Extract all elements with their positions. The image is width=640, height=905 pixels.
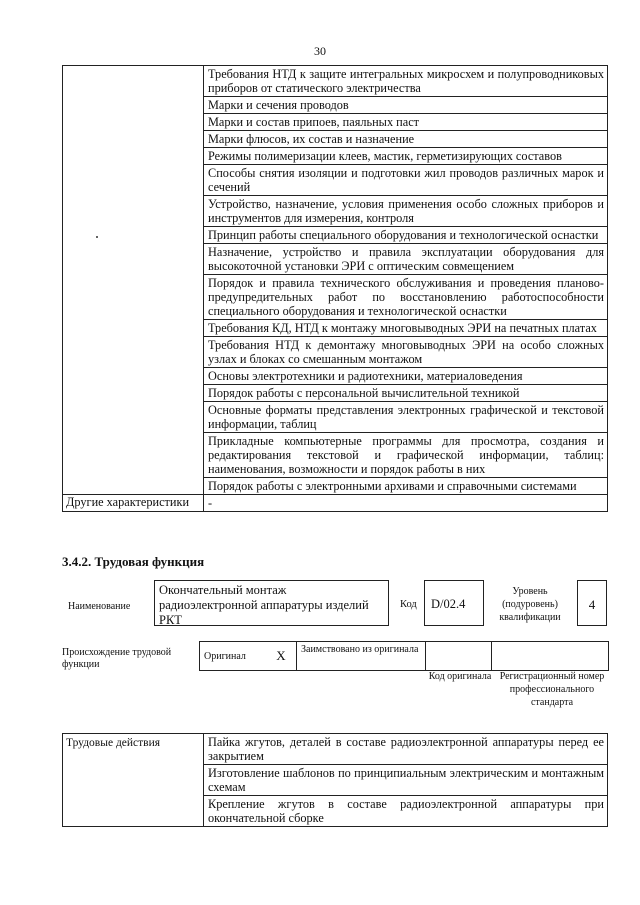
code-original-label: Код оригинала xyxy=(428,671,492,682)
actions-label: Трудовые действия xyxy=(63,734,204,827)
function-name-label: Наименование xyxy=(68,601,131,612)
action-item: Крепление жгутов в составе радиоэлектронной аппаратуры при окончательной сборке xyxy=(204,796,608,827)
code-original-cell xyxy=(426,642,492,671)
reg-number-cell xyxy=(492,642,609,671)
knowledge-item: Основные форматы представления электронных графической и текстовой информации, таблиц xyxy=(204,402,608,433)
knowledge-item: Порядок и правила технического обслуживания и проведения планово-предупредительных работ по восстановлению работоспособности специального оборудования и технологической оснастки xyxy=(204,275,608,320)
knowledge-item: Марки и состав припоев, паяльных паст xyxy=(204,114,608,131)
reg-number-label: Регистрационный номер профессионального стандарта xyxy=(499,671,605,708)
knowledge-item: Основы электротехники и радиотехники, материаловедения xyxy=(204,368,608,385)
actions-table xyxy=(62,733,608,827)
origin-table xyxy=(199,641,609,671)
original-mark: X xyxy=(266,642,297,671)
other-characteristics-value: - xyxy=(204,495,608,512)
knowledge-item: Порядок работы с персональной вычислительной техникой xyxy=(204,385,608,402)
action-row xyxy=(63,734,608,765)
function-code-label: Код xyxy=(400,599,417,610)
borrowed-label: Заимствовано из оригинала xyxy=(297,642,426,671)
original-label: Оригинал xyxy=(200,642,267,671)
knowledge-item: Способы снятия изоляции и подготовки жил проводов различных марок и сечений xyxy=(204,165,608,196)
knowledge-label-cell xyxy=(63,66,204,495)
origin-label: Происхождение трудовой функции xyxy=(62,647,172,670)
other-characteristics-row xyxy=(63,495,608,512)
knowledge-row xyxy=(63,66,608,97)
action-item: Пайка жгутов, деталей в составе радиоэлектронной аппаратуры перед ее закрытием xyxy=(204,734,608,765)
knowledge-table xyxy=(62,65,608,512)
knowledge-item: Порядок работы с электронными архивами и справочными системами xyxy=(204,478,608,495)
knowledge-item: Марки и сечения проводов xyxy=(204,97,608,114)
function-name-value: Окончательный монтаж радиоэлектронной аппаратуры изделий РКТ xyxy=(154,580,389,626)
other-characteristics-label: Другие характеристики xyxy=(63,495,204,512)
knowledge-item: Прикладные компьютерные программы для просмотра, создания и редактирования текстовой и графической информации, таблиц: наименования, возможности и порядок работы в них xyxy=(204,433,608,478)
section-title: 3.4.2. Трудовая функция xyxy=(62,554,205,569)
knowledge-item: Назначение, устройство и правила эксплуатации оборудования для высокоточной установки ЭРИ с оптическим совмещением xyxy=(204,244,608,275)
qualification-level-value: 4 xyxy=(577,580,607,626)
knowledge-item: Требования НТД к защите интегральных микросхем и полупроводниковых приборов от статического электричества xyxy=(204,66,608,97)
qualification-level-label: Уровень (подуровень) квалификации xyxy=(499,586,561,623)
function-code-value: D/02.4 xyxy=(424,580,484,626)
action-item: Изготовление шаблонов по принципиальным электрическим и монтажным схемам xyxy=(204,765,608,796)
knowledge-item: Требования НТД к демонтажу многовыводных ЭРИ на особо сложных узлах и блоках со смешанным монтажом xyxy=(204,337,608,368)
knowledge-item: Марки флюсов, их состав и назначение xyxy=(204,131,608,148)
knowledge-item: Принцип работы специального оборудования и технологической оснастки xyxy=(204,227,608,244)
knowledge-item: Режимы полимеризации клеев, мастик, герметизирующих составов xyxy=(204,148,608,165)
knowledge-item: Устройство, назначение, условия применения особо сложных приборов и инструментов для измерения, контроля xyxy=(204,196,608,227)
knowledge-item: Требования КД, НТД к монтажу многовыводных ЭРИ на печатных платах xyxy=(204,320,608,337)
page-number: 30 xyxy=(314,44,326,58)
